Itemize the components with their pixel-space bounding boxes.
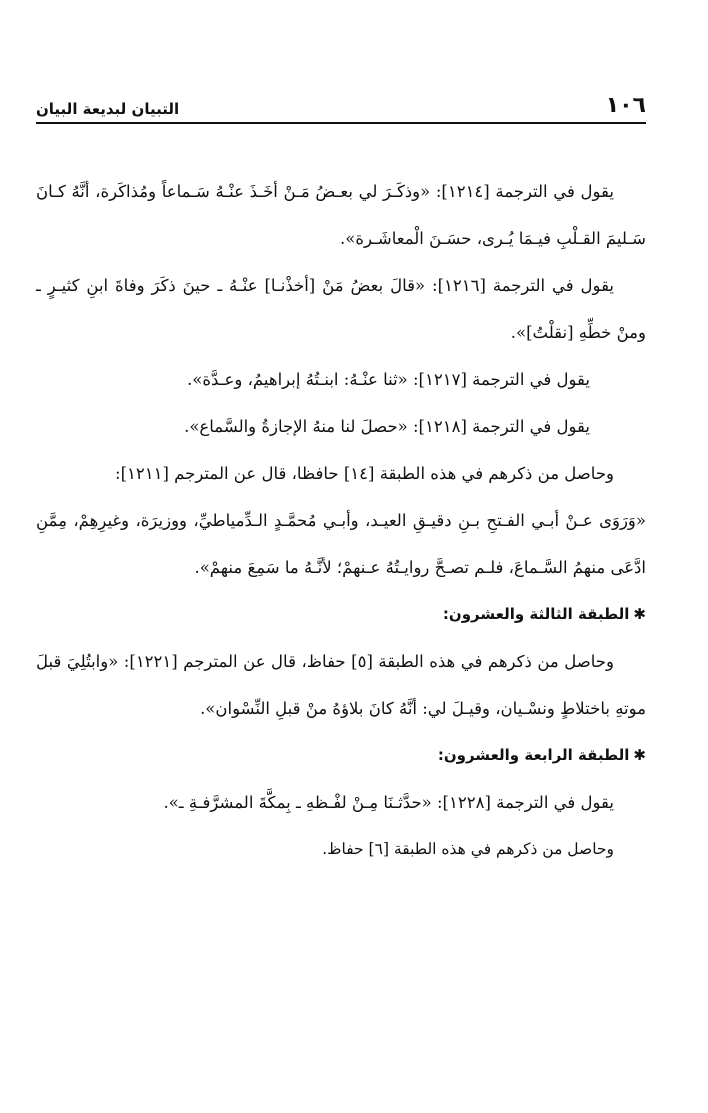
section-heading-24-label: الطبقة الرابعة والعشرون:: [437, 746, 630, 764]
paragraph-translation-1217: يقول في الترجمة [١٢١٧]: «ثنا عنْـهُ: ابنـتُهُ إبراهيمُ، وعـدَّة».: [187, 370, 590, 389]
page-number: ١٠٦: [605, 93, 646, 118]
paragraph-quote-1211: «وَرَوَى عـنْ أبـي الفـتحِ بـنِ دقيـقِ العيـد، وأبـي مُحمَّـدٍ الـدِّمياطيِّ، ووزيرَة، وغيرِهِمْ، مِمَّنِ ادَّعَى منهمُ السَّـماعَ، فلـم تصـحَّ روايـتُهُ عـنهمْ؛ لأنَّـهُ ما سَمِعَ منهمْ».: [36, 511, 646, 577]
paragraph-translation-1228: يقول في الترجمة [١٢٢٨]: «حدَّثـنَا مِـنْ لفْـظهِ ـ بِمكَّةَ المشرَّفـةِ ـ».: [163, 793, 614, 812]
section-heading-24: [36, 732, 646, 779]
paragraph-translation-1218: يقول في الترجمة [١٢١٨]: «حصلَ لنا منهُ الإجازةُ والسَّماع».: [184, 417, 590, 436]
running-header: [36, 88, 646, 124]
paragraph-summary-6: وحاصل من ذكرهم في هذه الطبقة [٦] حفاظ.: [322, 840, 614, 858]
section-heading-23-label: الطبقة الثالثة والعشرون:: [442, 605, 630, 623]
book-title: التبيان لبديعة البيان: [36, 100, 180, 118]
paragraph-translation-1214: يقول في الترجمة [١٢١٤]: «وذكَـرَ لي بعـضُ مَـنْ أخَـذَ عنْـهُ سَـماعاً ومُذاكَرة، أنَّهُ كـانَ سَـليمَ القـلْبِ فيـمَا يُـرى، حسَـنَ الْمعاشَـرة».: [36, 182, 646, 248]
page-body: [36, 168, 646, 873]
paragraph-summary-5: وحاصل من ذكرهم في هذه الطبقة [٥] حفاظ، قال عن المترجم [١٢٢١]: «وابتُلِيَ قبلَ موتهِ باختلاطٍ ونسْـيان، وقيـلَ لي: أنَّهُ كانَ بلاؤهُ منْ قبلِ النِّسْوان».: [36, 652, 646, 718]
asterisk-icon: ✱: [633, 605, 646, 623]
asterisk-icon: ✱: [633, 746, 646, 764]
paragraph-translation-1216: يقول في الترجمة [١٢١٦]: «قالَ بعضُ مَنْ [أخذْنـا] عنْـهُ ـ حينَ ذكَرَ وفاةَ ابنِ كثيـرٍ ـ ومنْ خطِّهِ [نقلْتُ]».: [36, 276, 646, 342]
section-heading-23: [36, 591, 646, 638]
paragraph-summary-14: وحاصل من ذكرهم في هذه الطبقة [١٤] حافظا، قال عن المترجم [١٢١١]:: [115, 464, 614, 483]
